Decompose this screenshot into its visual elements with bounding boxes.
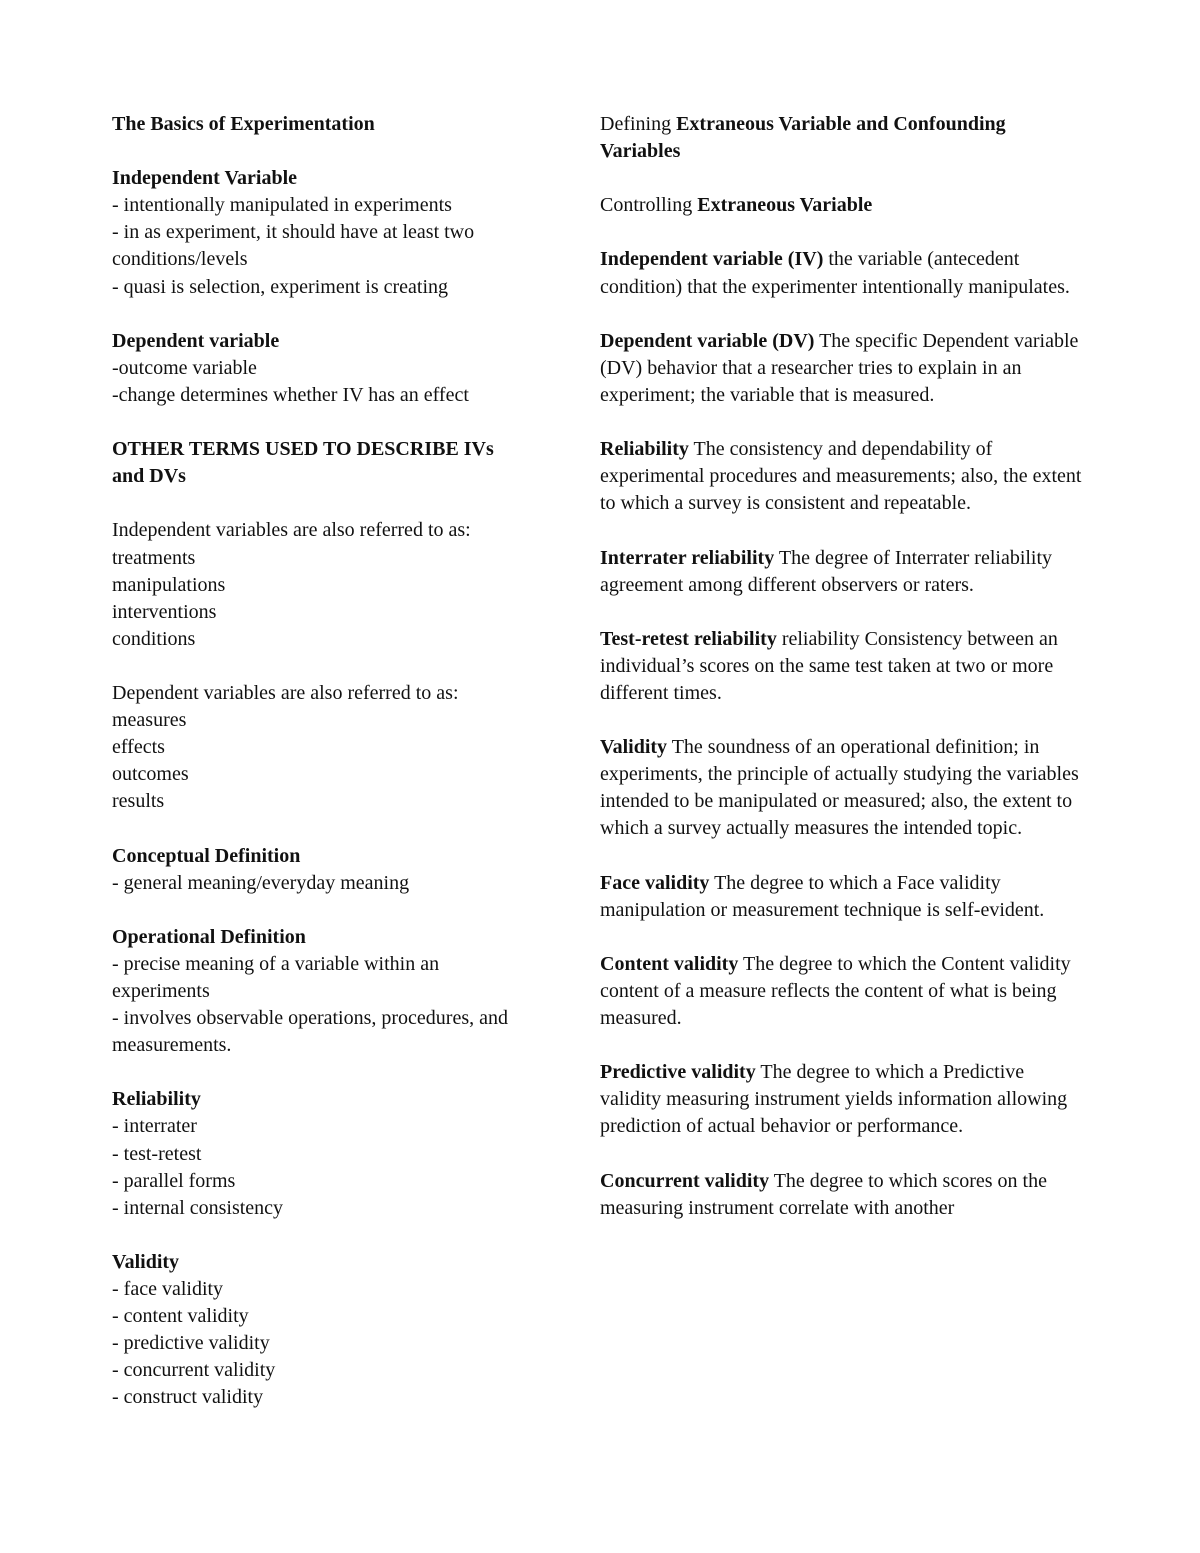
list-item: conditions xyxy=(112,627,196,650)
definition-face-validity: Face validity The degree to which a Face validity manipulation or measurement technique is self-evident. xyxy=(600,871,1045,921)
list-item: - parallel forms xyxy=(112,1169,236,1192)
list-item: effects xyxy=(112,736,165,759)
dv-heading: Dependent variable xyxy=(112,329,280,352)
list-item: manipulations xyxy=(112,573,226,596)
list-item: - intentionally manipulated in experiments xyxy=(112,194,452,217)
list-item: -change determines whether IV has an effect xyxy=(112,383,469,406)
list-item: measures xyxy=(112,709,187,732)
list-item: - precise meaning of a variable within an xyxy=(112,952,440,975)
list-item: - involves observable operations, procedures, and xyxy=(112,1007,508,1030)
validity-heading: Validity xyxy=(112,1250,180,1273)
iv-heading: Independent Variable xyxy=(112,167,298,190)
definition-concurrent-validity: Concurrent validity The degree to which scores on the measuring instrument correlate with another xyxy=(600,1169,1047,1219)
definition-content-validity: Content validity The degree to which the Content validity content of a measure reflects the content of what is being measured. xyxy=(600,952,1071,1030)
list-item: interventions xyxy=(112,600,217,623)
list-item: - internal consistency xyxy=(112,1196,284,1219)
left-column xyxy=(112,111,582,1412)
reliability-heading: Reliability xyxy=(112,1088,201,1111)
iv-aka-intro: Independent variables are also referred to as: xyxy=(112,519,471,542)
dv-aka-intro: Dependent variables are also referred to as: xyxy=(112,681,459,704)
list-item: - face validity xyxy=(112,1278,224,1301)
other-terms-heading-cont: and DVs xyxy=(112,465,186,488)
other-terms-heading: OTHER TERMS USED TO DESCRIBE IVs xyxy=(112,438,494,461)
list-item: experiments xyxy=(112,980,210,1002)
list-item: treatments xyxy=(112,546,196,569)
conceptual-heading: Conceptual Definition xyxy=(112,844,301,867)
definition-test-retest-reliability: Test-retest reliability reliability Consistency between an individual’s scores on the same test taken at two or more different times. xyxy=(600,627,1058,704)
list-item: - general meaning/everyday meaning xyxy=(112,871,410,894)
list-item: -outcome variable xyxy=(112,356,257,379)
list-item: - interrater xyxy=(112,1115,197,1138)
list-item: - predictive validity xyxy=(112,1332,270,1355)
list-item: - in as experiment, it should have at least two xyxy=(112,221,475,244)
right-column xyxy=(600,111,1090,1222)
list-item: - concurrent validity xyxy=(112,1359,276,1382)
definition-reliability: Reliability The consistency and dependability of experimental procedures and measurements; also, the extent to which a survey is consistent and repeatable. xyxy=(600,438,1082,515)
list-item: - test-retest xyxy=(112,1142,202,1165)
extraneous-heading: Defining Extraneous Variable and Confounding Variables xyxy=(600,113,1006,163)
operational-heading: Operational Definition xyxy=(112,925,306,948)
list-item: - content validity xyxy=(112,1305,249,1328)
list-item: outcomes xyxy=(112,763,189,786)
definition-predictive-validity: Predictive validity The degree to which a Predictive validity measuring instrument yields information allowing prediction of actual behavior or performance. xyxy=(600,1061,1068,1138)
list-item: measurements. xyxy=(112,1034,232,1057)
list-item: results xyxy=(112,790,165,813)
definition-independent-variable: Independent variable (IV) the variable (antecedent condition) that the experimenter intentionally manipulates. xyxy=(600,248,1070,298)
document-title: The Basics of Experimentation xyxy=(112,113,375,135)
definition-interrater-reliability: Interrater reliability The degree of Interrater reliability agreement among different observers or raters. xyxy=(600,546,1053,596)
list-item: - construct validity xyxy=(112,1386,264,1409)
list-item: - quasi is selection, experiment is creating xyxy=(112,275,449,298)
list-item: conditions/levels xyxy=(112,248,248,271)
definition-dependent-variable: Dependent variable (DV) The specific Dependent variable (DV) behavior that a researcher tries to explain in an experiment; the variable that is measured. xyxy=(600,329,1079,406)
definition-validity: Validity The soundness of an operational definition; in experiments, the principle of actually studying the variables intended to be manipulated or measured; also, the extent to which a survey actually measures the intended topic. xyxy=(600,736,1079,840)
controlling-heading: Controlling Extraneous Variable xyxy=(600,194,873,217)
